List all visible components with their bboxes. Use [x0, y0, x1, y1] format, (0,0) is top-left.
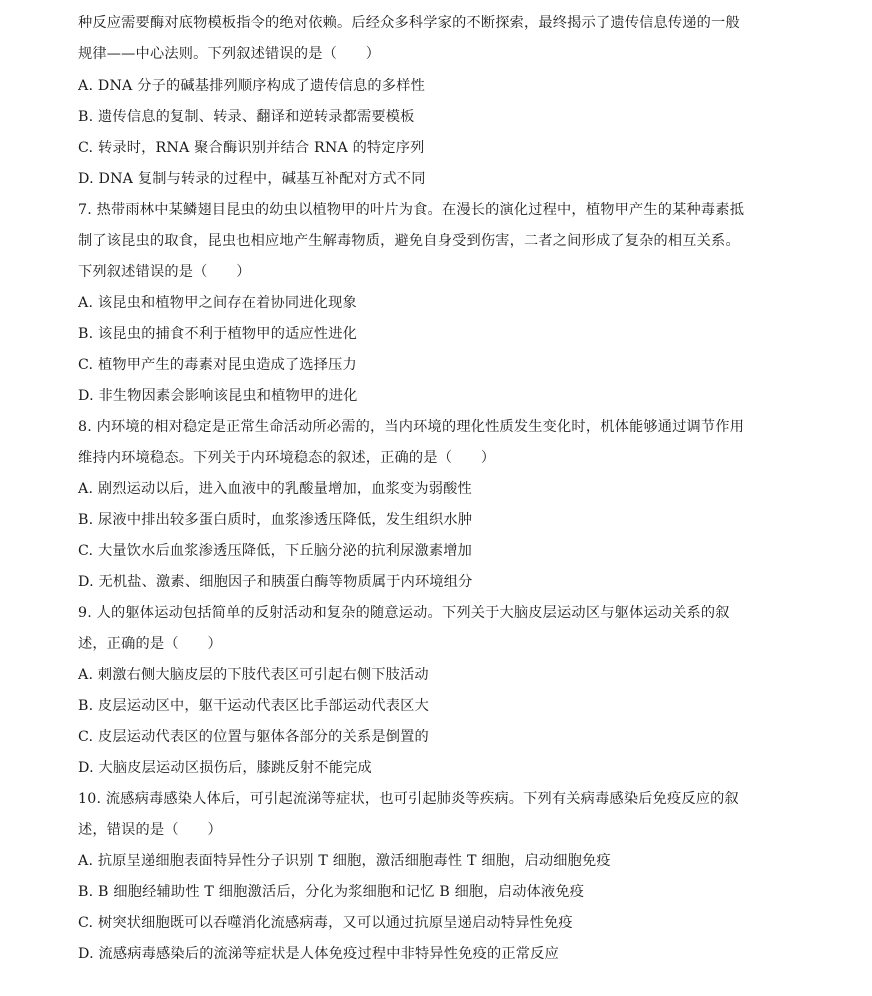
q6-stem-line-1: 种反应需要酶对底物模板指令的绝对依赖。后经众多科学家的不断探索，最终揭示了遗传信息传递的一般 [78, 15, 740, 31]
q8-option-d: D. 无机盐、激素、细胞因子和胰蛋白酶等物质属于内环境组分 [78, 574, 473, 590]
q7-stem-line-3: 下列叙述错误的是（ ） [78, 264, 251, 280]
q8-option-b: B. 尿液中排出较多蛋白质时，血浆渗透压降低，发生组织水肿 [78, 512, 473, 528]
q9-option-b: B. 皮层运动区中，躯干运动代表区比手部运动代表区大 [78, 698, 429, 714]
q7-option-b: B. 该昆虫的捕食不利于植物甲的适应性进化 [78, 326, 358, 342]
q8-stem-line-1: 8. 内环境的相对稳定是正常生命活动所必需的，当内环境的理化性质发生变化时，机体能够通过调节作用 [78, 419, 745, 435]
q10-option-a: A. 抗原呈递细胞表面特异性分子识别 T 细胞，激活细胞毒性 T 细胞，启动细胞免疫 [78, 853, 611, 869]
q6-option-c: C. 转录时，RNA 聚合酶识别并结合 RNA 的特定序列 [78, 140, 425, 156]
q6-option-a: A. DNA 分子的碱基排列顺序构成了遗传信息的多样性 [78, 78, 425, 94]
q9-option-a: A. 刺激右侧大脑皮层的下肢代表区可引起右侧下肢活动 [78, 667, 429, 683]
q6-option-d: D. DNA 复制与转录的过程中，碱基互补配对方式不同 [78, 171, 426, 187]
q10-stem-line-2: 述，错误的是（ ） [78, 822, 222, 838]
q10-option-d: D. 流感病毒感染后的流涕等症状是人体免疫过程中非特异性免疫的正常反应 [78, 946, 559, 962]
q7-stem-line-1: 7. 热带雨林中某鳞翅目昆虫的幼虫以植物甲的叶片为食。在漫长的演化过程中，植物甲产生的某种毒素抵 [78, 202, 745, 218]
q10-stem-line-1: 10. 流感病毒感染人体后，可引起流涕等症状，也可引起肺炎等疾病。下列有关病毒感染后免疫反应的叙 [78, 791, 739, 807]
q6-stem-line-2: 规律——中心法则。下列叙述错误的是（ ） [78, 46, 381, 62]
q8-option-c: C. 大量饮水后血浆渗透压降低，下丘脑分泌的抗利尿激素增加 [78, 543, 473, 559]
q7-stem-line-2: 制了该昆虫的取食，昆虫也相应地产生解毒物质，避免自身受到伤害，二者之间形成了复杂的相互关系。 [78, 233, 740, 249]
q10-option-c: C. 树突状细胞既可以吞噬消化流感病毒，又可以通过抗原呈递启动特异性免疫 [78, 915, 573, 931]
q9-option-d: D. 大脑皮层运动区损伤后，膝跳反射不能完成 [78, 760, 372, 776]
q10-option-b: B. B 细胞经辅助性 T 细胞激活后，分化为浆细胞和记忆 B 细胞，启动体液免疫 [78, 884, 585, 900]
q9-stem-line-1: 9. 人的躯体运动包括简单的反射活动和复杂的随意运动。下列关于大脑皮层运动区与躯体运动关系的叙 [78, 605, 730, 621]
q7-option-a: A. 该昆虫和植物甲之间存在着协同进化现象 [78, 295, 357, 311]
q8-stem-line-2: 维持内环境稳态。下列关于内环境稳态的叙述，正确的是（ ） [78, 450, 496, 466]
q9-option-c: C. 皮层运动代表区的位置与躯体各部分的关系是倒置的 [78, 729, 429, 745]
q8-option-a: A. 剧烈运动以后，进入血液中的乳酸量增加，血浆变为弱酸性 [78, 481, 472, 497]
q9-stem-line-2: 述，正确的是（ ） [78, 636, 222, 652]
q6-option-b: B. 遗传信息的复制、转录、翻译和逆转录都需要模板 [78, 109, 415, 125]
q7-option-c: C. 植物甲产生的毒素对昆虫造成了选择压力 [78, 357, 357, 373]
q7-option-d: D. 非生物因素会影响该昆虫和植物甲的进化 [78, 388, 358, 404]
